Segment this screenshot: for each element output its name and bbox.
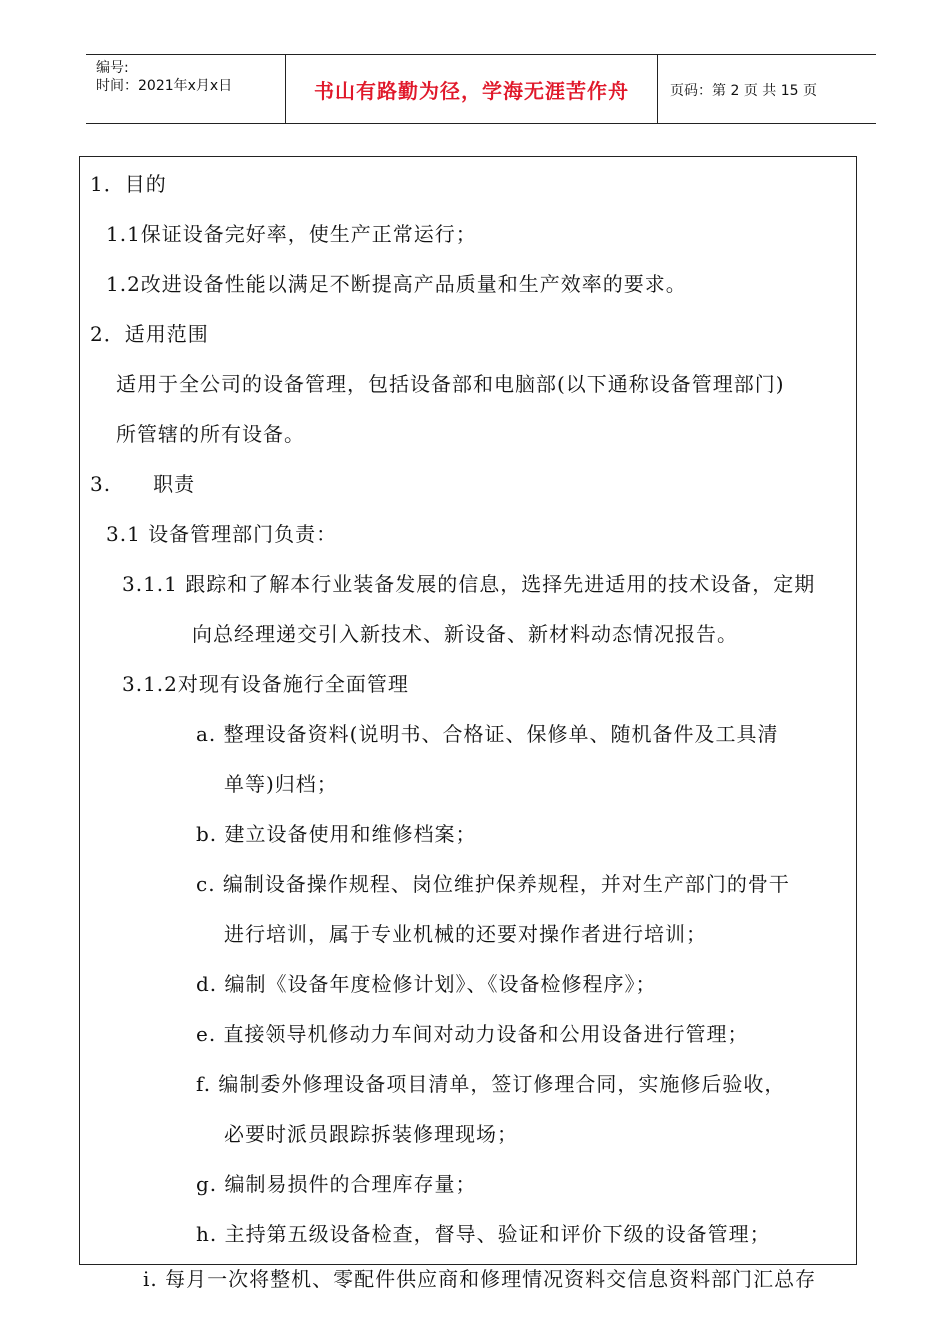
list-item-i: i. 每月一次将整机、零配件供应商和修理情况资料交信息资料部门汇总存 [143,1267,817,1291]
list-item-g: g. 编制易损件的合理库存量； [196,1172,477,1196]
page-current: 2 [730,83,740,99]
section-3-title: 3. 职责 [90,472,196,496]
page-mid: 页 共 [743,83,777,99]
header-divider [657,55,658,123]
section-3-1-2: 3.1.2对现有设备施行全面管理 [122,672,409,696]
section-2-body-line-2: 所管辖的所有设备。 [116,422,305,446]
section-1-title: 1．目的 [90,172,167,196]
section-1-2: 1.2改进设备性能以满足不断提高产品质量和生产效率的要求。 [106,272,687,296]
page-indicator [670,80,817,100]
section-1-1: 1.1保证设备完好率，使生产正常运行； [106,222,477,246]
header-meta [96,59,232,95]
list-item-f-line-2: 必要时派员跟踪拆装修理现场； [224,1122,518,1146]
section-3-1-1-line-1: 3.1.1 跟踪和了解本行业装备发展的信息，选择先进适用的技术设备，定期 [122,572,816,596]
list-item-h: h. 主持第五级设备检查，督导、验证和评价下级的设备管理； [196,1222,771,1246]
list-item-f-line-1: f. 编制委外修理设备项目清单，签订修理合同，实施修后验收， [196,1072,786,1096]
section-3-1-1-line-2: 向总经理递交引入新技术、新设备、新材料动态情况报告。 [192,622,738,646]
document-time-label: 时间：2021年x月x日 [96,78,233,94]
page-total: 15 [780,83,799,99]
page-prefix: 页码：第 [670,83,726,99]
header-motto: 书山有路勤为径，学海无涯苦作舟 [314,79,629,103]
document-number-label: 编号: [96,60,129,76]
document-body [79,156,857,1265]
list-item-a-line-1: a. 整理设备资料(说明书、合格证、保修单、随机备件及工具清 [196,722,779,746]
page-suffix: 页 [803,83,818,99]
list-item-a-line-2: 单等)归档； [224,772,338,796]
section-3-1: 3.1 设备管理部门负责： [106,522,338,546]
page-header [86,54,876,124]
list-item-d: d. 编制《设备年度检修计划》、《设备检修程序》； [196,972,657,996]
section-2-body-line-1: 适用于全公司的设备管理，包括设备部和电脑部(以下通称设备管理部门) [116,372,785,396]
list-item-c-line-1: c. 编制设备操作规程、岗位维护保养规程，并对生产部门的骨干 [196,872,790,896]
section-2-title: 2．适用范围 [90,322,209,346]
list-item-b: b. 建立设备使用和维修档案； [196,822,477,846]
list-item-c-line-2: 进行培训，属于专业机械的还要对操作者进行培训； [224,922,707,946]
list-item-e: e. 直接领导机修动力车间对动力设备和公用设备进行管理； [196,1022,749,1046]
